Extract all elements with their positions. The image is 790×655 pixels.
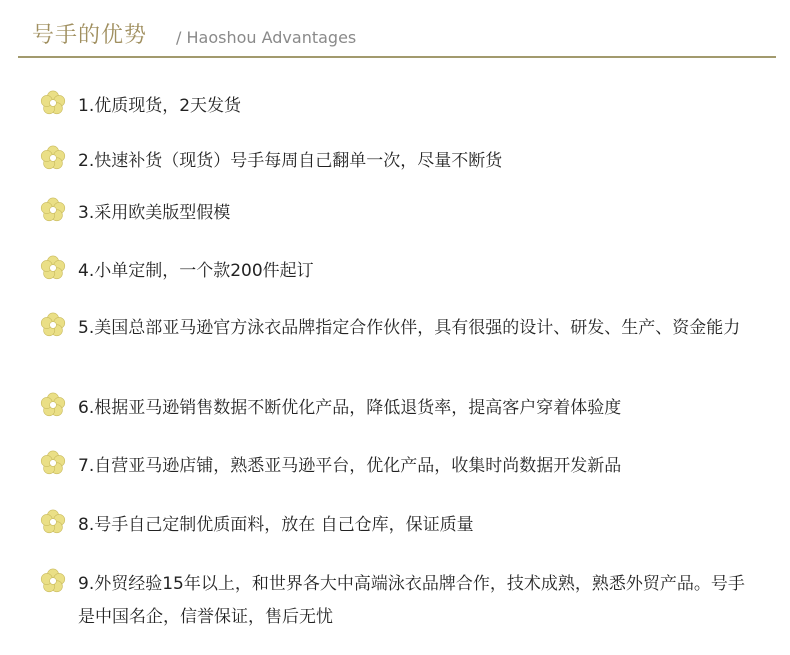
list-item-text: 7.自营亚马逊店铺，熟悉亚马逊平台，优化产品，收集时尚数据开发新品: [78, 456, 622, 476]
list-item-text: 4.小单定制，一个款200件起订: [78, 261, 314, 281]
list-item-text: 9.外贸经验15年以上，和世界各大中高端泳衣品牌合作，技术成熟，熟悉外贸产品。号手是中国名企，信誉保证，售后无忧: [78, 574, 745, 627]
page-title: 号手的优势: [32, 23, 148, 48]
flower-icon: [40, 450, 66, 476]
list-item-text: 6.根据亚马逊销售数据不断优化产品，降低退货率，提高客户穿着体验度: [78, 398, 622, 418]
flower-icon: [40, 90, 66, 116]
list-item-text: 5.美国总部亚马逊官方泳衣品牌指定合作伙伴，具有很强的设计、研发、生产、资金能力: [78, 318, 741, 338]
list-item-text: 8.号手自己定制优质面料，放在 自己仓库，保证质量: [78, 515, 474, 535]
flower-icon: [40, 312, 66, 338]
flower-icon: [40, 255, 66, 281]
flower-icon: [40, 568, 66, 594]
flower-icon: [40, 509, 66, 535]
flower-icon: [40, 392, 66, 418]
flower-icon: [40, 145, 66, 171]
list-item-text: 3.采用欧美版型假模: [78, 203, 231, 223]
flower-icon: [40, 197, 66, 223]
list-item-text: 2.快速补货（现货）号手每周自己翻单一次，尽量不断货: [78, 151, 503, 171]
list-item-text: 1.优质现货，2天发货: [78, 96, 242, 116]
page-subtitle: / Haoshou Advantages: [176, 28, 357, 47]
